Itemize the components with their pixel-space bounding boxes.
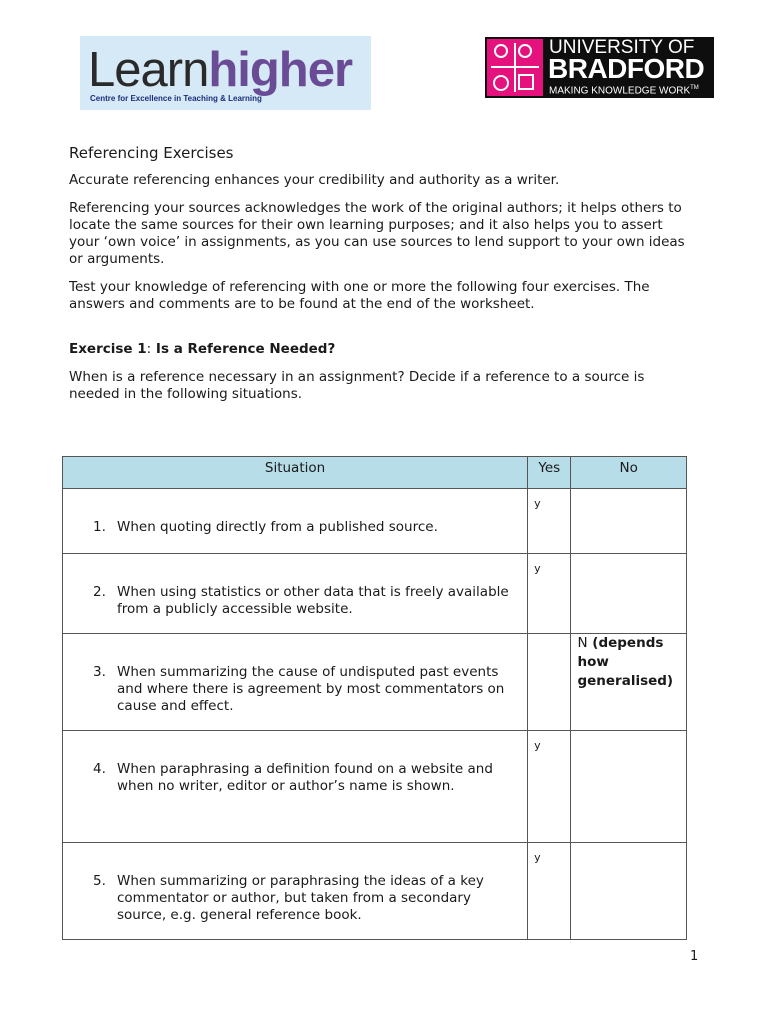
no-cell: N (depends how generalised) bbox=[571, 634, 687, 731]
table-row bbox=[63, 634, 687, 731]
university-of-bradford-logo bbox=[485, 37, 714, 98]
learnhigher-wordmark: Learnhigher bbox=[88, 43, 353, 97]
page-number: 1 bbox=[690, 949, 699, 964]
bradford-name: BRADFORD bbox=[548, 53, 705, 84]
bradford-crest-icon bbox=[487, 39, 543, 96]
paragraph-intro: Accurate referencing enhances your credibility and authority as a writer. bbox=[69, 172, 560, 188]
yes-cell: y bbox=[528, 489, 571, 554]
no-cell bbox=[571, 554, 687, 634]
no-cell bbox=[571, 731, 687, 843]
exercise-intro: When is a reference necessary in an assignment? Decide if a reference to a source is needed in the following situations. bbox=[69, 369, 645, 402]
yes-cell: y bbox=[528, 554, 571, 634]
paragraph-test: Test your knowledge of referencing with one or more the following four exercises. The answers and comments are to be found at the end of the worksheet. bbox=[69, 279, 650, 312]
table-row bbox=[63, 489, 687, 554]
situation-cell: 3. When summarizing the cause of undisputed past events and where there is agreement by most commentators on cause and effect. bbox=[63, 634, 528, 731]
table-header-row bbox=[63, 457, 687, 489]
bradford-slogan: MAKING KNOWLEDGE WORK™ bbox=[549, 85, 699, 97]
table-row bbox=[63, 843, 687, 940]
situation-cell: 1. When quoting directly from a published source. bbox=[63, 489, 528, 554]
header-no: No bbox=[571, 457, 687, 489]
exercise-heading: Exercise 1: Is a Reference Needed? bbox=[69, 341, 336, 357]
bradford-university-of: UNIVERSITY OF bbox=[549, 37, 695, 58]
learnhigher-logo bbox=[80, 36, 371, 110]
page-title: Referencing Exercises bbox=[69, 144, 234, 162]
learnhigher-tagline: Centre for Excellence in Teaching & Learning bbox=[90, 94, 262, 103]
paragraph-sources: Referencing your sources acknowledges the work of the original authors; it helps others to locate the same sources for their own learning purposes; and it also helps you to assert your ‘own voice’ in assignments, as you can use sources to lend support to your own ideas or arguments. bbox=[69, 200, 685, 267]
yes-cell: y bbox=[528, 843, 571, 940]
situation-cell: 5. When summarizing or paraphrasing the ideas of a key commentator or author, but taken from a secondary source, e.g. general reference book. bbox=[63, 843, 528, 940]
document-body bbox=[69, 145, 694, 414]
no-cell bbox=[571, 843, 687, 940]
situation-cell: 4. When paraphrasing a definition found on a website and when no writer, editor or author’s name is shown. bbox=[63, 731, 528, 843]
table-row bbox=[63, 554, 687, 634]
situations-table bbox=[62, 456, 687, 940]
table-row bbox=[63, 731, 687, 843]
situation-cell: 2. When using statistics or other data that is freely available from a publicly accessible website. bbox=[63, 554, 528, 634]
yes-cell bbox=[528, 634, 571, 731]
header-situation: Situation bbox=[63, 457, 528, 489]
no-cell bbox=[571, 489, 687, 554]
yes-cell: y bbox=[528, 731, 571, 843]
header-yes: Yes bbox=[528, 457, 571, 489]
